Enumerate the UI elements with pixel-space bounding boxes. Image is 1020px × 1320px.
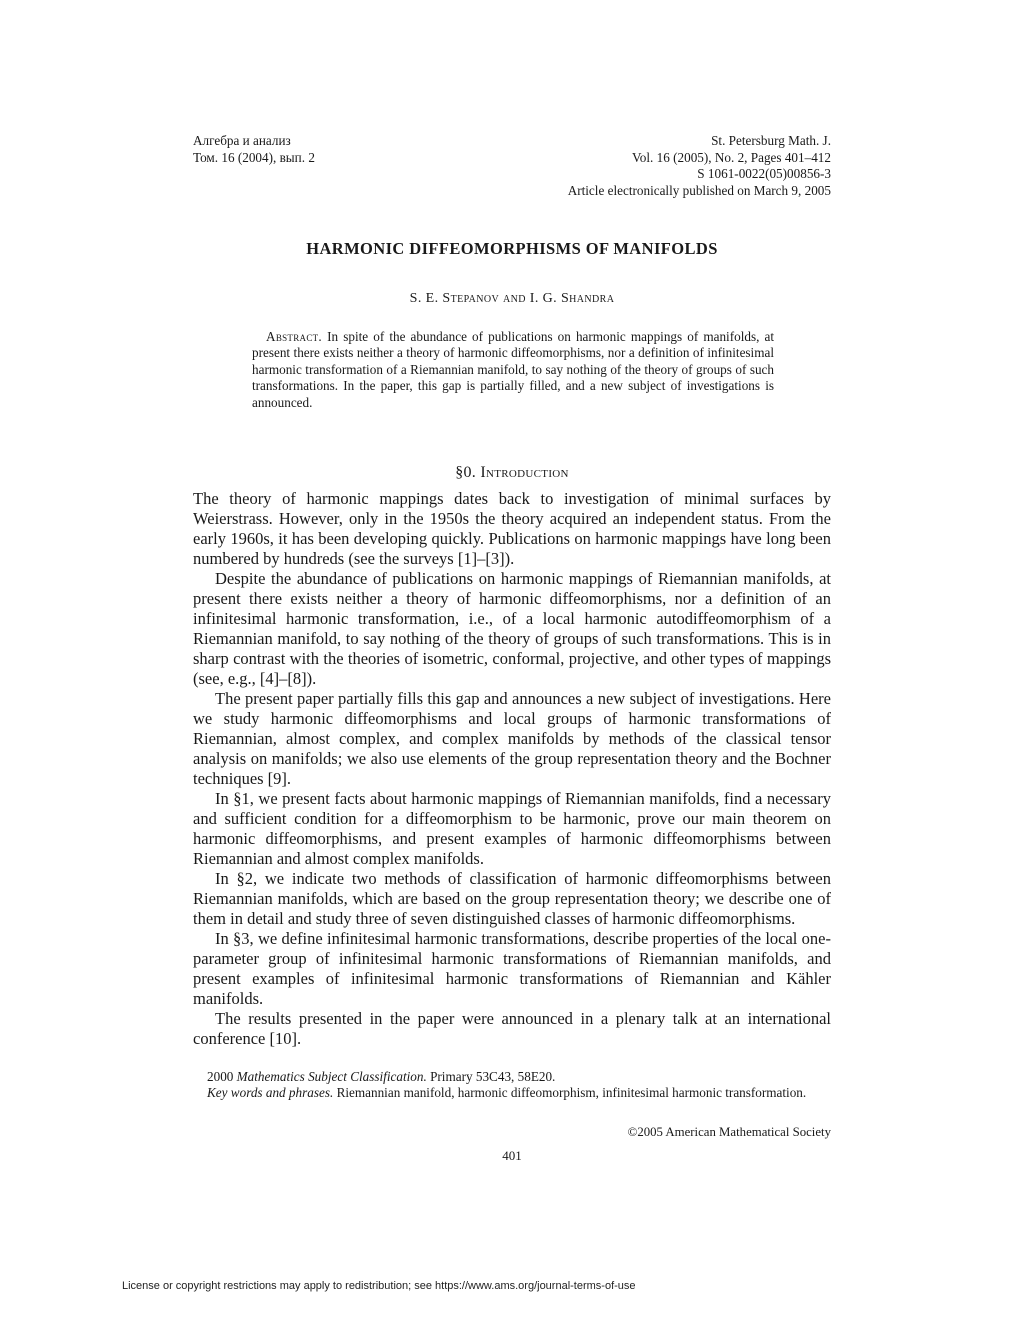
paragraph: In §1, we present facts about harmonic mappings of Riemannian manifolds, find a necessary and sufficient condition for a diffeomorphism to be harmonic, prove our main theorem on harmonic diffeomorphisms, and present examples of harmonic diffeomorphisms between Riemannian and almost complex manifolds. [193, 789, 831, 869]
footnotes [193, 1069, 831, 1102]
copyright-notice: ©2005 American Mathematical Society [627, 1124, 831, 1139]
journal-header [193, 133, 831, 199]
publication-date: Article electronically published on March 9, 2005 [567, 182, 831, 198]
section-heading: §0. Introduction [455, 464, 569, 482]
abstract [252, 329, 774, 411]
journal-name-english: St. Petersburg Math. J. [711, 133, 831, 148]
footnote-keywords-label: Key words and phrases. [207, 1085, 334, 1101]
footnote-msc-year: 2000 [207, 1069, 234, 1085]
body-text [193, 489, 831, 1049]
paragraph: The present paper partially fills this gap and announces a new subject of investigations. Here we study harmonic diffeomorphisms and local groups of harmonic transformations of Riemannian, almost complex, and complex manifolds by methods of the classical tensor analysis on manifolds; we also use elements of the group representation theory and the Bochner techniques [9]. [193, 689, 831, 789]
journal-volume-russian: Том. 16 (2004), вып. 2 [193, 149, 315, 165]
journal-name-russian: Алгебра и анализ [193, 133, 291, 148]
journal-info-right [568, 133, 831, 199]
footnote-msc [193, 1069, 831, 1085]
abstract-text: In spite of the abundance of publications on harmonic mappings of manifolds, at present there exists neither a theory of harmonic diffeomorphisms, nor a definition of infinitesimal harmonic transformation of a Riemannian manifold, to say nothing of the theory of groups of such transformations. In the paper, this gap is partially filled, and a new subject of investigations is announced. [252, 329, 774, 410]
paper-title: HARMONIC DIFFEOMORPHISMS OF MANIFOLDS [306, 239, 718, 258]
paper-page [193, 133, 831, 1164]
footnote-msc-label: Mathematics Subject Classification. [236, 1069, 427, 1085]
journal-info-left [193, 133, 315, 166]
footnote-msc-text: Primary 53C43, 58E20. [430, 1069, 556, 1085]
paragraph: The theory of harmonic mappings dates back to investigation of minimal surfaces by Weierstrass. However, only in the 1950s the theory acquired an independent status. From the early 1960s, it has been developing quickly. Publications on harmonic mappings have long been numbered by hundreds (see the surveys [1]–[3]). [193, 489, 831, 569]
article-identifier: S 1061-0022(05)00856-3 [697, 166, 831, 181]
paragraph: In §3, we define infinitesimal harmonic transformations, describe properties of the local one-parameter group of infinitesimal harmonic transformations of Riemannian manifolds, and present examples of infinitesimal harmonic transformations of Riemannian and Kähler manifolds. [193, 929, 831, 1009]
abstract-label: Abstract. [266, 329, 323, 344]
footnote-keywords [193, 1085, 831, 1101]
journal-volume-english: Vol. 16 (2005), No. 2, Pages 401–412 [631, 149, 831, 165]
paragraph: The results presented in the paper were announced in a plenary talk at an international conference [10]. [193, 1009, 831, 1049]
paragraph: Despite the abundance of publications on harmonic mappings of Riemannian manifolds, at present there exists neither a theory of harmonic diffeomorphisms, nor a definition of an infinitesimal harmonic transformation, i.e., of a local harmonic autodiffeomorphism of a Riemannian manifold, to say nothing of the theory of groups of such transformations. This is in sharp contrast with the theories of isometric, conformal, projective, and other types of mappings (see, e.g., [4]–[8]). [193, 569, 831, 689]
footnote-keywords-text: Riemannian manifold, harmonic diffeomorphism, infinitesimal harmonic transformation. [336, 1085, 807, 1101]
authors: S. E. Stepanov and I. G. Shandra [409, 291, 615, 306]
paragraph: In §2, we indicate two methods of classification of harmonic diffeomorphisms between Riemannian manifolds, which are based on the group representation theory; we describe one of them in detail and study three of seven distinguished classes of harmonic diffeomorphisms. [193, 869, 831, 929]
license-notice: License or copyright restrictions may apply to redistribution; see https://www.ams.org/journal-terms-of-use [122, 1280, 636, 1292]
page-number: 401 [502, 1147, 522, 1163]
